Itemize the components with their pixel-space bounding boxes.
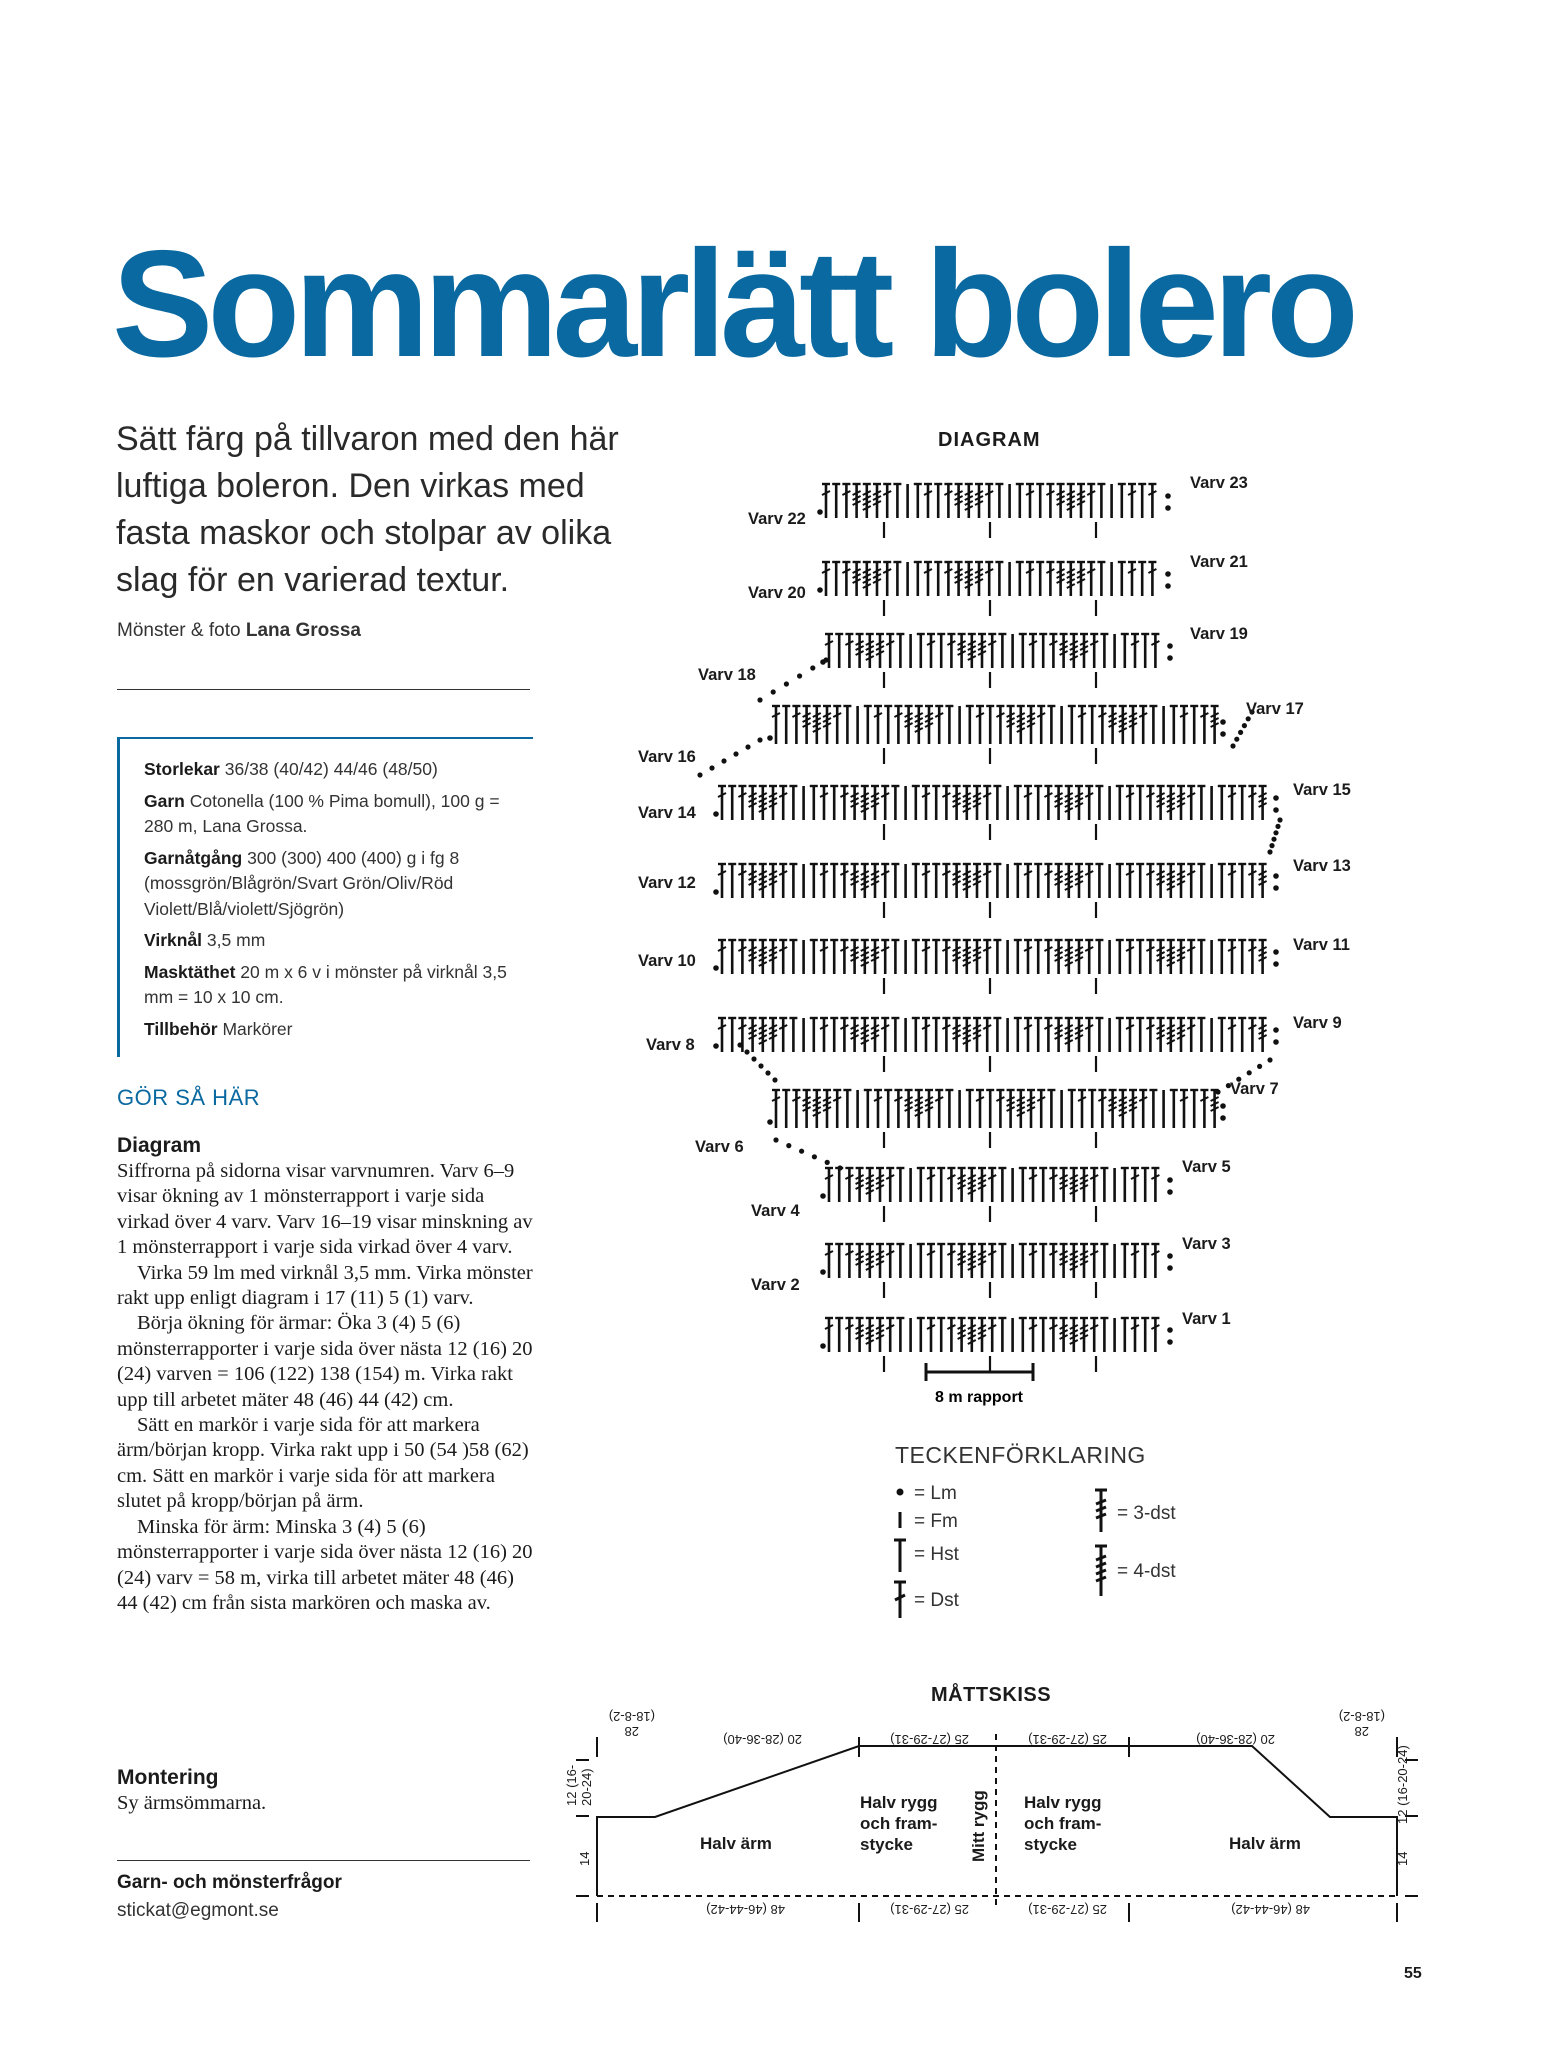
measure-label: 25 (27-29-31): [890, 1732, 969, 1747]
chart-row: [817, 562, 1171, 616]
measure-label: 28: [624, 1724, 639, 1739]
row-label: Varv 20: [748, 584, 806, 602]
tr3-icon: [1095, 1490, 1107, 1532]
row-label: Varv 6: [695, 1138, 744, 1156]
row-label: Varv 4: [751, 1202, 800, 1220]
body-label: [1024, 1793, 1106, 1854]
edge-dots: [1267, 817, 1282, 854]
measure-label: 20 (28-36-40): [723, 1732, 802, 1747]
row-label: Varv 16: [638, 748, 696, 766]
spec-label: Storlekar: [144, 759, 220, 779]
body-label-line: stycke: [1024, 1835, 1077, 1854]
page-number: 55: [1404, 1965, 1422, 1982]
dc-icon: [894, 1582, 906, 1618]
chain-icon: [897, 1489, 904, 1496]
measure-label: [564, 1761, 594, 1806]
row-label: Varv 8: [646, 1036, 695, 1054]
legend-label: = 3-dst: [1117, 1503, 1176, 1524]
measure-label: 14: [577, 1851, 592, 1866]
row-label: Varv 14: [638, 804, 696, 822]
body-label-line: och fram-: [860, 1814, 938, 1833]
paragraph: Sätt en markör i varje sida för att markera ärm/början kropp. Virka rakt upp i 50 (54 )58 (62) cm. Sätt en markör i varje sida för att markera slutet på kropp/början på ärm.: [117, 1414, 529, 1513]
edge-dots: [773, 1137, 842, 1170]
chart-row: [713, 864, 1279, 918]
chart-row: [820, 1244, 1173, 1298]
edge-dots: [757, 657, 828, 702]
intro-text: Sätt färg på tillvaron med den här luftiga boleron. Den virkas med fasta maskor och stolpar av olika slag för en varierad textur.: [116, 420, 619, 599]
measure-label: 20 (28-36-40): [1196, 1732, 1275, 1747]
montering-text: Sy ärmsömmarna.: [117, 1792, 267, 1814]
body-label-line: Halv rygg: [860, 1793, 938, 1812]
tr4-icon: [1095, 1546, 1107, 1596]
row-label: Varv 5: [1182, 1158, 1231, 1176]
row-label: Varv 15: [1293, 781, 1351, 799]
legend-label: = Lm: [914, 1483, 957, 1504]
paragraph: Siffrorna på sidorna visar varvnumren. Varv 6–9 visar ökning av 1 mönsterrapport i varje sida virkad över 4 varv. Varv 16–19 visar minskning av 1 mönsterrapport i varje sida virkad över 4 varv.: [117, 1160, 533, 1259]
rapport-label: 8 m rapport: [934, 1389, 1024, 1406]
measure-line: 12 (16-: [564, 1764, 579, 1806]
row-label: Varv 21: [1190, 553, 1248, 571]
chart-row: [820, 1168, 1173, 1222]
questions-heading: Garn- och mönsterfrågor: [117, 1872, 342, 1893]
spec-value: 300 (300) 400 (400) g i fg 8 (mossgrön/Blågrön/Svart Grön/Oliv/Röd Violett/Blå/violett/Sjögrön): [144, 847, 460, 919]
spec-value: Cotonella (100 % Pima bomull), 100 g = 280 m, Lana Grossa.: [144, 790, 500, 836]
measure-line: 20-24): [579, 1768, 594, 1806]
spec-value: 36/38 (40/42) 44/46 (48/50): [224, 759, 438, 779]
row-label: Varv 7: [1230, 1080, 1279, 1098]
row-label: Varv 10: [638, 952, 696, 970]
row-label: Varv 17: [1246, 700, 1304, 718]
body-label-line: och fram-: [1024, 1814, 1102, 1833]
paragraph: Virka 59 lm med virknål 3,5 mm. Virka mönster rakt upp enligt diagram i 17 (11) 5 (1) varv.: [117, 1261, 533, 1310]
legend-label: = 4-dst: [1117, 1561, 1176, 1582]
row-labels: [638, 474, 1351, 1328]
row-label: Varv 22: [748, 510, 806, 528]
spec-value: Markörer: [222, 1018, 293, 1039]
edge-dots: [697, 737, 762, 777]
row-label: Varv 2: [751, 1276, 800, 1294]
measure-label: 48 (46-44-42): [706, 1902, 785, 1917]
chart-row: [713, 786, 1279, 840]
montering-heading: Montering: [117, 1766, 219, 1789]
row-label: Varv 18: [698, 666, 756, 684]
chart-row: [713, 940, 1279, 994]
diagram-title: DIAGRAM: [938, 429, 1041, 451]
chart-row: [820, 1318, 1173, 1372]
legend-label: = Hst: [914, 1544, 959, 1565]
row-label: Varv 3: [1182, 1235, 1231, 1253]
row-label: Varv 12: [638, 874, 696, 892]
legend-labels: [914, 1483, 1176, 1611]
spec-label: Virknål: [144, 930, 203, 950]
rapport-bracket: [926, 1363, 1033, 1381]
body-label-line: stycke: [860, 1835, 913, 1854]
row-label: Varv 1: [1182, 1310, 1231, 1328]
spec-label: Masktäthet: [144, 961, 236, 982]
questions-email: stickat@egmont.se: [117, 1900, 279, 1921]
row-label: Varv 19: [1190, 625, 1248, 643]
spec-value: 20 m x 6 v i mönster på virknål 3,5 mm = 10 x 10 cm.: [144, 961, 507, 1007]
measure-label: 12 (16-20-24): [1395, 1745, 1410, 1824]
measure-label: 28: [1354, 1724, 1369, 1739]
legend-label: = Dst: [914, 1590, 959, 1611]
chart-row: [817, 484, 1171, 538]
credit-prefix: Mönster & foto: [117, 620, 241, 641]
measure-label: (18-8-2): [1338, 1709, 1385, 1724]
measure-label: 25 (27-29-31): [1028, 1902, 1107, 1917]
body-label-line: Halv rygg: [1024, 1793, 1102, 1812]
measure-label: 25 (27-29-31): [1028, 1732, 1107, 1747]
legend-label: = Fm: [914, 1511, 958, 1532]
row-label: Varv 9: [1293, 1014, 1342, 1032]
center-label: Mitt rygg: [969, 1790, 988, 1862]
hdc-icon: [894, 1540, 906, 1572]
row-label: Varv 23: [1190, 474, 1248, 492]
spec-value: 3,5 mm: [206, 930, 266, 950]
mattskiss-schematic: [576, 1734, 1418, 1922]
measure-label: (18-8-2): [608, 1709, 655, 1724]
page-title: Sommarlätt bolero: [112, 219, 1353, 389]
spec-label: Garn: [144, 790, 185, 811]
mattskiss-labels: [700, 1790, 1301, 1862]
spec-label: Tillbehör: [144, 1018, 218, 1039]
credit-name: Lana Grossa: [245, 620, 361, 641]
sleeve-label: Halv ärm: [1229, 1834, 1301, 1853]
body-label: [860, 1793, 942, 1854]
chart-row: [713, 1018, 1279, 1072]
chart-row: [767, 1090, 1226, 1148]
spec-label: Garnåtgång: [144, 847, 243, 868]
measure-label: 14: [1395, 1851, 1410, 1866]
mattskiss-title: MÅTTSKISS: [931, 1684, 1052, 1706]
chart-row: [820, 634, 1173, 688]
paragraph: Börja ökning för ärmar: Öka 3 (4) 5 (6) mönsterrapporter i varje sida över nästa 12 (16) 20 (24) varven = 106 (122) 138 (154) m. Virka rakt upp till arbetet mäter 48 (46) 44 (42) cm.: [117, 1312, 533, 1411]
paragraph: Minska för ärm: Minska 3 (4) 5 (6) mönsterrapporter i varje sida över nästa 12 (16) 20 (24) varv = 58 m, virka till arbetet mäter 48 (46) 44 (42) cm från sista markören och maska av.: [117, 1515, 533, 1614]
legend-title: TECKENFÖRKLARING: [895, 1442, 1146, 1468]
chart-row: [767, 706, 1226, 764]
diagram-subheading: Diagram: [117, 1134, 202, 1157]
sleeve-label: Halv ärm: [700, 1834, 772, 1853]
howto-heading: GÖR SÅ HÄR: [117, 1085, 261, 1110]
row-label: Varv 11: [1293, 936, 1350, 954]
row-label: Varv 13: [1293, 857, 1351, 875]
measure-label: 48 (46-44-42): [1231, 1902, 1310, 1917]
measure-label: 25 (27-29-31): [890, 1902, 969, 1917]
